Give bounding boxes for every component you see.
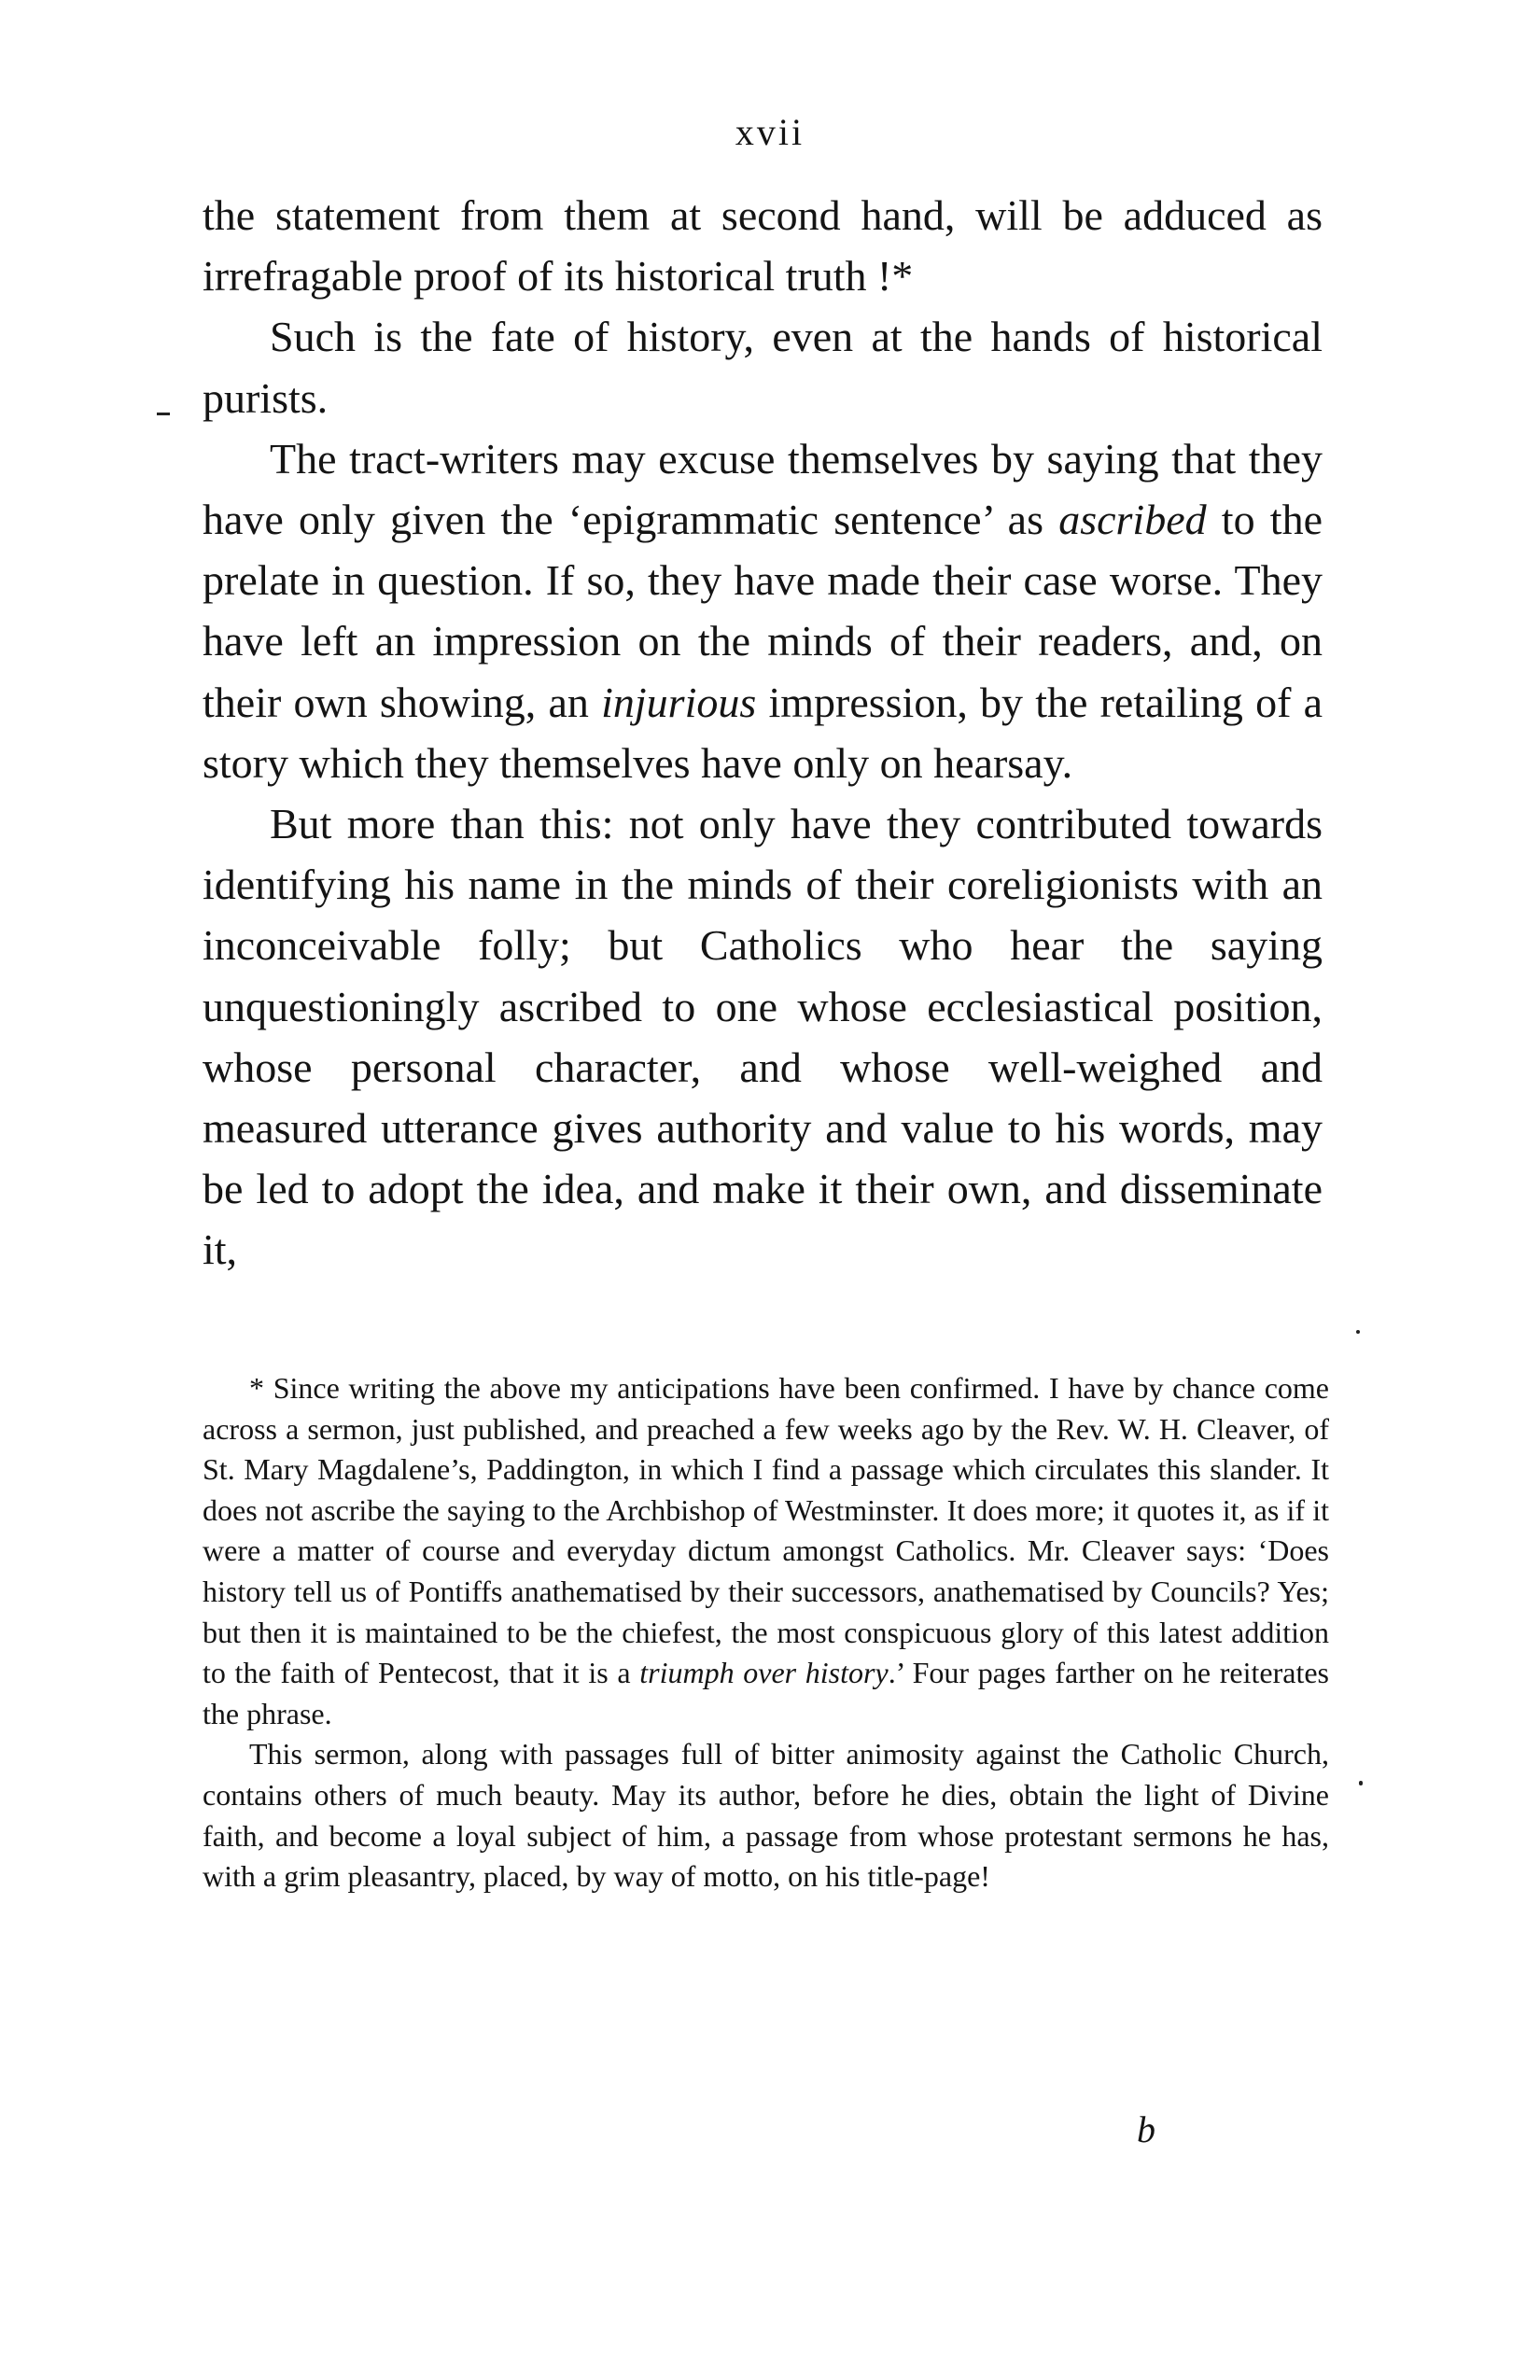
paragraph-text: The tract-writers may excuse themselves by saying that they have only given the ‘epigrammatic sentence’ as: [203, 434, 1323, 544]
footnotes: [203, 1368, 1329, 1897]
footnote-anticipations: [203, 1368, 1329, 1734]
signature-mark: b: [1137, 2108, 1155, 2150]
paragraph-text: But more than this: not only have they contributed towards identifying his name in the minds of their coreligionists with an inconceivable folly; but Catholics who hear the saying unquestioningly ascribed to one whose ecclesiastical position, whose personal character, and whose well-weighed and measured utterance gives authority and value to his words, may be led to adopt the idea, and make it their own, and disseminate it,: [203, 800, 1323, 1274]
footnote-text: * Since writing the above my anticipations have been confirmed. I have by chance come across a sermon, just published, and preached a few weeks ago by the Rev. W. H. Cleaver, of St. Mary Magdalene’s, Paddington, in which I find a passage which circulates this slander. It does not ascribe the saying to the Archbishop of Westminster. It does more; it quotes it, as if it were a matter of course and everyday dictum amongst Catholics. Mr. Cleaver says: ‘Does history tell us of Pontiffs anathematised by their successors, anathematised by Councils? Yes; but then it is maintained to be the chiefest, the most conspicuous glory of this latest addition to the faith of Pentecost, that it is a: [203, 1371, 1329, 1690]
paragraph-text: to the prelate in question. If so, they have made their case worse. They have left an impression on the minds of their readers, and, on their own showing, an: [203, 496, 1323, 726]
italic-ascribed: ascribed: [1058, 496, 1207, 544]
paragraph-tract-writers: [203, 428, 1323, 793]
stray-dash-mark: [157, 413, 170, 415]
paragraph-text: impression, by the retailing of a story which they themselves have only on hearsay.: [203, 678, 1323, 787]
paragraph-text: the statement from them at second hand, will be adduced as irrefragable proof of its historical truth !*: [203, 191, 1323, 301]
paragraph-historical-purists: [203, 306, 1323, 427]
italic-injurious: injurious: [601, 678, 757, 726]
italic-triumph-over-history: triumph over history: [639, 1656, 889, 1690]
footnote-sermon: [203, 1734, 1329, 1897]
paragraph-text: Such is the fate of history, even at the hands of historical purists.: [203, 313, 1323, 422]
paragraph-more-than-this: [203, 793, 1323, 1281]
paragraph-continuation: [203, 185, 1323, 306]
stray-dot-mark: [1359, 1781, 1363, 1785]
body-text: [203, 185, 1323, 1281]
footnote-text: This sermon, along with passages full of bitter animosity against the Catholic Church, contains others of much beauty. May its author, before he dies, obtain the light of Divine faith, and become a loyal subject of him, a passage from whose protestant sermons he has, with a grim pleasantry, placed, by way of motto, on his title-page!: [203, 1737, 1329, 1894]
footnote-text: .’ Four pages farther on he reiterates the phrase.: [203, 1656, 1330, 1730]
page-number: xvii: [735, 111, 805, 153]
stray-dot-mark: [1356, 1330, 1360, 1334]
